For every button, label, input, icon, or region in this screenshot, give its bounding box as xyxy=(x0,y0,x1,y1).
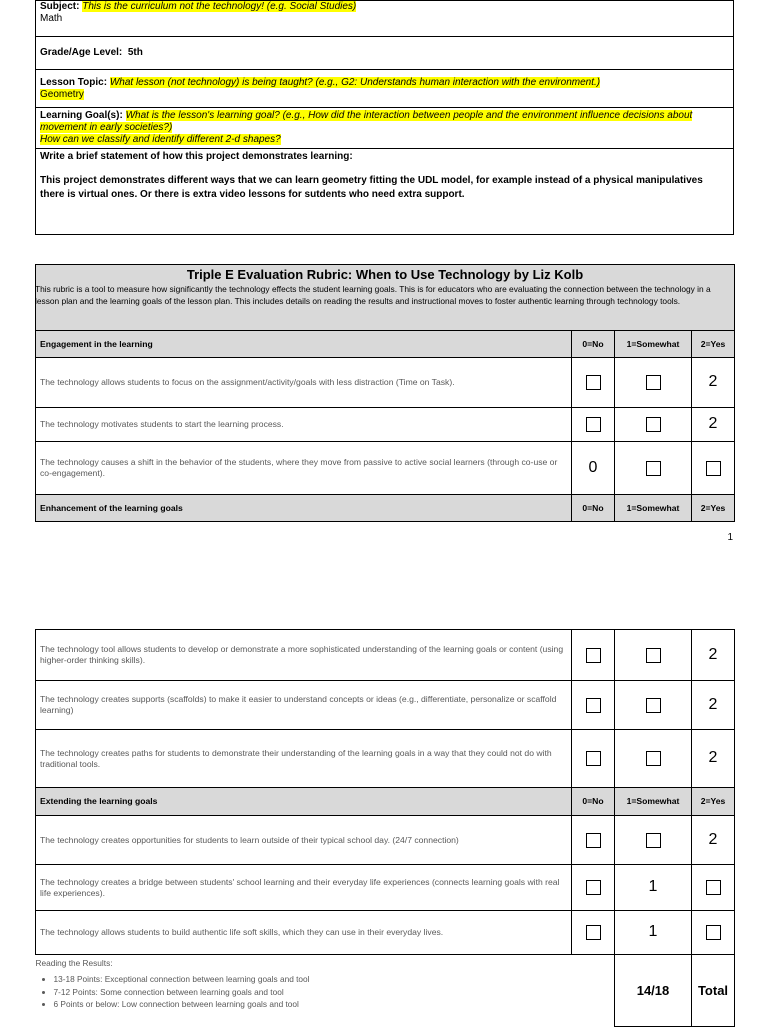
checkbox[interactable] xyxy=(706,925,721,940)
goal-value: How can we classify and identify different 2-d shapes? xyxy=(40,134,281,145)
page-number: 1 xyxy=(727,532,733,543)
checkbox[interactable] xyxy=(586,648,601,663)
enhancement-heading: Enhancement of the learning goals xyxy=(36,495,572,522)
subject-hint: This is the curriculum not the technology! (e.g. Social Studies) xyxy=(82,1,357,12)
topic-value: Geometry xyxy=(40,89,84,100)
score-value: 2 xyxy=(708,749,718,766)
extending-header-row xyxy=(36,788,735,816)
list-item: • 6 Points or below: Low connection between learning goals and tool xyxy=(54,998,611,1011)
score-value: 1 xyxy=(648,923,658,940)
criterion-text: The technology allows students to focus on the assignment/activity/goals with less distraction (Time on Task). xyxy=(36,358,572,408)
table-row xyxy=(36,730,735,788)
criterion-text: The technology creates opportunities for students to learn outside of their typical school day. (24/7 connection) xyxy=(36,816,572,865)
rubric-title: Triple E Evaluation Rubric: When to Use Technology by Liz Kolb xyxy=(186,267,584,282)
score-value: 1 xyxy=(648,878,658,895)
checkbox[interactable] xyxy=(586,880,601,895)
results-cell xyxy=(36,955,615,1027)
results-heading: Reading the Results: xyxy=(35,958,113,968)
topic-label: Lesson Topic: xyxy=(40,77,108,88)
table-row xyxy=(36,911,735,955)
goal-label: Learning Goal(s): xyxy=(40,110,123,121)
results-list xyxy=(36,973,611,1011)
col-yes-label: 2=Yes xyxy=(692,788,735,816)
goal-hint: What is the lesson's learning goal? (e.g., How did the interaction between people and the environment influence decisions about movement in early societies?) xyxy=(40,110,693,133)
checkbox[interactable] xyxy=(586,417,601,432)
enhancement-header-row xyxy=(36,495,735,522)
subject-label: Subject: xyxy=(40,1,80,12)
col-yes-label: 2=Yes xyxy=(692,331,735,358)
checkbox[interactable] xyxy=(646,375,661,390)
engagement-heading: Engagement in the learning xyxy=(36,331,572,358)
criterion-text: The technology motivates students to start the learning process. xyxy=(36,408,572,442)
list-item: • 7-12 Points: Some connection between learning goals and tool xyxy=(54,986,611,999)
score-value: 2 xyxy=(708,830,718,848)
checkbox[interactable] xyxy=(586,698,601,713)
criterion-text: The technology creates supports (scaffolds) to make it easier to understand concepts or ideas (e.g., differentiate, personalize or scaffold learning) xyxy=(36,681,572,730)
checkbox[interactable] xyxy=(706,880,721,895)
subject-cell xyxy=(36,1,734,37)
checkbox[interactable] xyxy=(586,833,601,848)
checkbox[interactable] xyxy=(646,648,661,663)
criterion-text: The technology tool allows students to develop or demonstrate a more sophisticated understanding of the learning goals or content (using higher-order thinking skills). xyxy=(36,630,572,681)
statement-label: Write a brief statement of how this project demonstrates learning: xyxy=(40,151,353,162)
score-value: 2 xyxy=(708,373,718,390)
rubric-title-cell xyxy=(36,265,735,331)
table-row xyxy=(36,358,735,408)
table-row xyxy=(36,816,735,865)
criterion-text: The technology creates a bridge between students' school learning and their everyday life experiences (connects learning goals with real life experiences). xyxy=(36,865,572,911)
table-row xyxy=(36,865,735,911)
checkbox[interactable] xyxy=(586,375,601,390)
results-row xyxy=(36,955,735,1027)
col-somewhat-label: 1=Somewhat xyxy=(615,331,692,358)
col-somewhat-label: 1=Somewhat xyxy=(615,788,692,816)
col-yes-label: 2=Yes xyxy=(692,495,735,522)
extending-heading: Extending the learning goals xyxy=(36,788,572,816)
score-value: 0 xyxy=(588,458,598,476)
table-row xyxy=(36,630,735,681)
checkbox[interactable] xyxy=(646,698,661,713)
col-no-label: 0=No xyxy=(572,331,615,358)
engagement-header-row xyxy=(36,331,735,358)
checkbox[interactable] xyxy=(586,751,601,766)
checkbox[interactable] xyxy=(646,751,661,766)
checkbox[interactable] xyxy=(646,417,661,432)
rubric-table-page2 xyxy=(35,629,735,1027)
score-value: 2 xyxy=(708,695,718,713)
grade-cell xyxy=(36,37,734,70)
checkbox[interactable] xyxy=(586,925,601,940)
lesson-info-table xyxy=(35,0,734,235)
total-score: 14/18 xyxy=(615,955,692,1027)
criterion-text: The technology causes a shift in the behavior of the students, where they move from passive to active social learners (through co-use or co-engagement). xyxy=(36,442,572,495)
statement-cell xyxy=(36,149,734,235)
criterion-text: The technology allows students to build authentic life soft skills, which they can use in their everyday lives. xyxy=(36,911,572,955)
topic-cell xyxy=(36,70,734,108)
col-no-label: 0=No xyxy=(572,495,615,522)
table-row xyxy=(36,442,735,495)
criterion-text: The technology creates paths for students to demonstrate their understanding of the learning goals in a way that they could not do with traditional tools. xyxy=(36,730,572,788)
total-label: Total xyxy=(692,955,735,1027)
col-somewhat-label: 1=Somewhat xyxy=(615,495,692,522)
goal-cell xyxy=(36,108,734,149)
checkbox[interactable] xyxy=(646,461,661,476)
list-item: • 13-18 Points: Exceptional connection between learning goals and tool xyxy=(54,973,611,986)
subject-value: Math xyxy=(40,13,63,24)
statement-value: This project demonstrates different ways that we can learn geometry fitting the UDL model, for example instead of a physical manipulatives there is virtual ones. Or there is extra video lessons for sutdents who need extra support. xyxy=(40,175,703,200)
table-row xyxy=(36,408,735,442)
rubric-table-page1 xyxy=(35,264,735,522)
grade-label: Grade/Age Level: xyxy=(40,47,123,58)
checkbox[interactable] xyxy=(646,833,661,848)
col-no-label: 0=No xyxy=(572,788,615,816)
table-row xyxy=(36,681,735,730)
grade-value: 5th xyxy=(127,47,143,58)
topic-hint: What lesson (not technology) is being taught? (e.g., G2: Understands human interaction with the environment.) xyxy=(109,77,601,88)
rubric-description: This rubric is a tool to measure how significantly the technology effects the student learning goals. This is for educators who are evaluating the connection between the technology in a lesson plan and the learning goals of the lesson plan. This includes details on reading the results and instructional moves to foster authentic learning through technology tools. xyxy=(35,284,711,306)
checkbox[interactable] xyxy=(706,461,721,476)
score-value: 2 xyxy=(708,645,718,663)
score-value: 2 xyxy=(708,415,718,432)
